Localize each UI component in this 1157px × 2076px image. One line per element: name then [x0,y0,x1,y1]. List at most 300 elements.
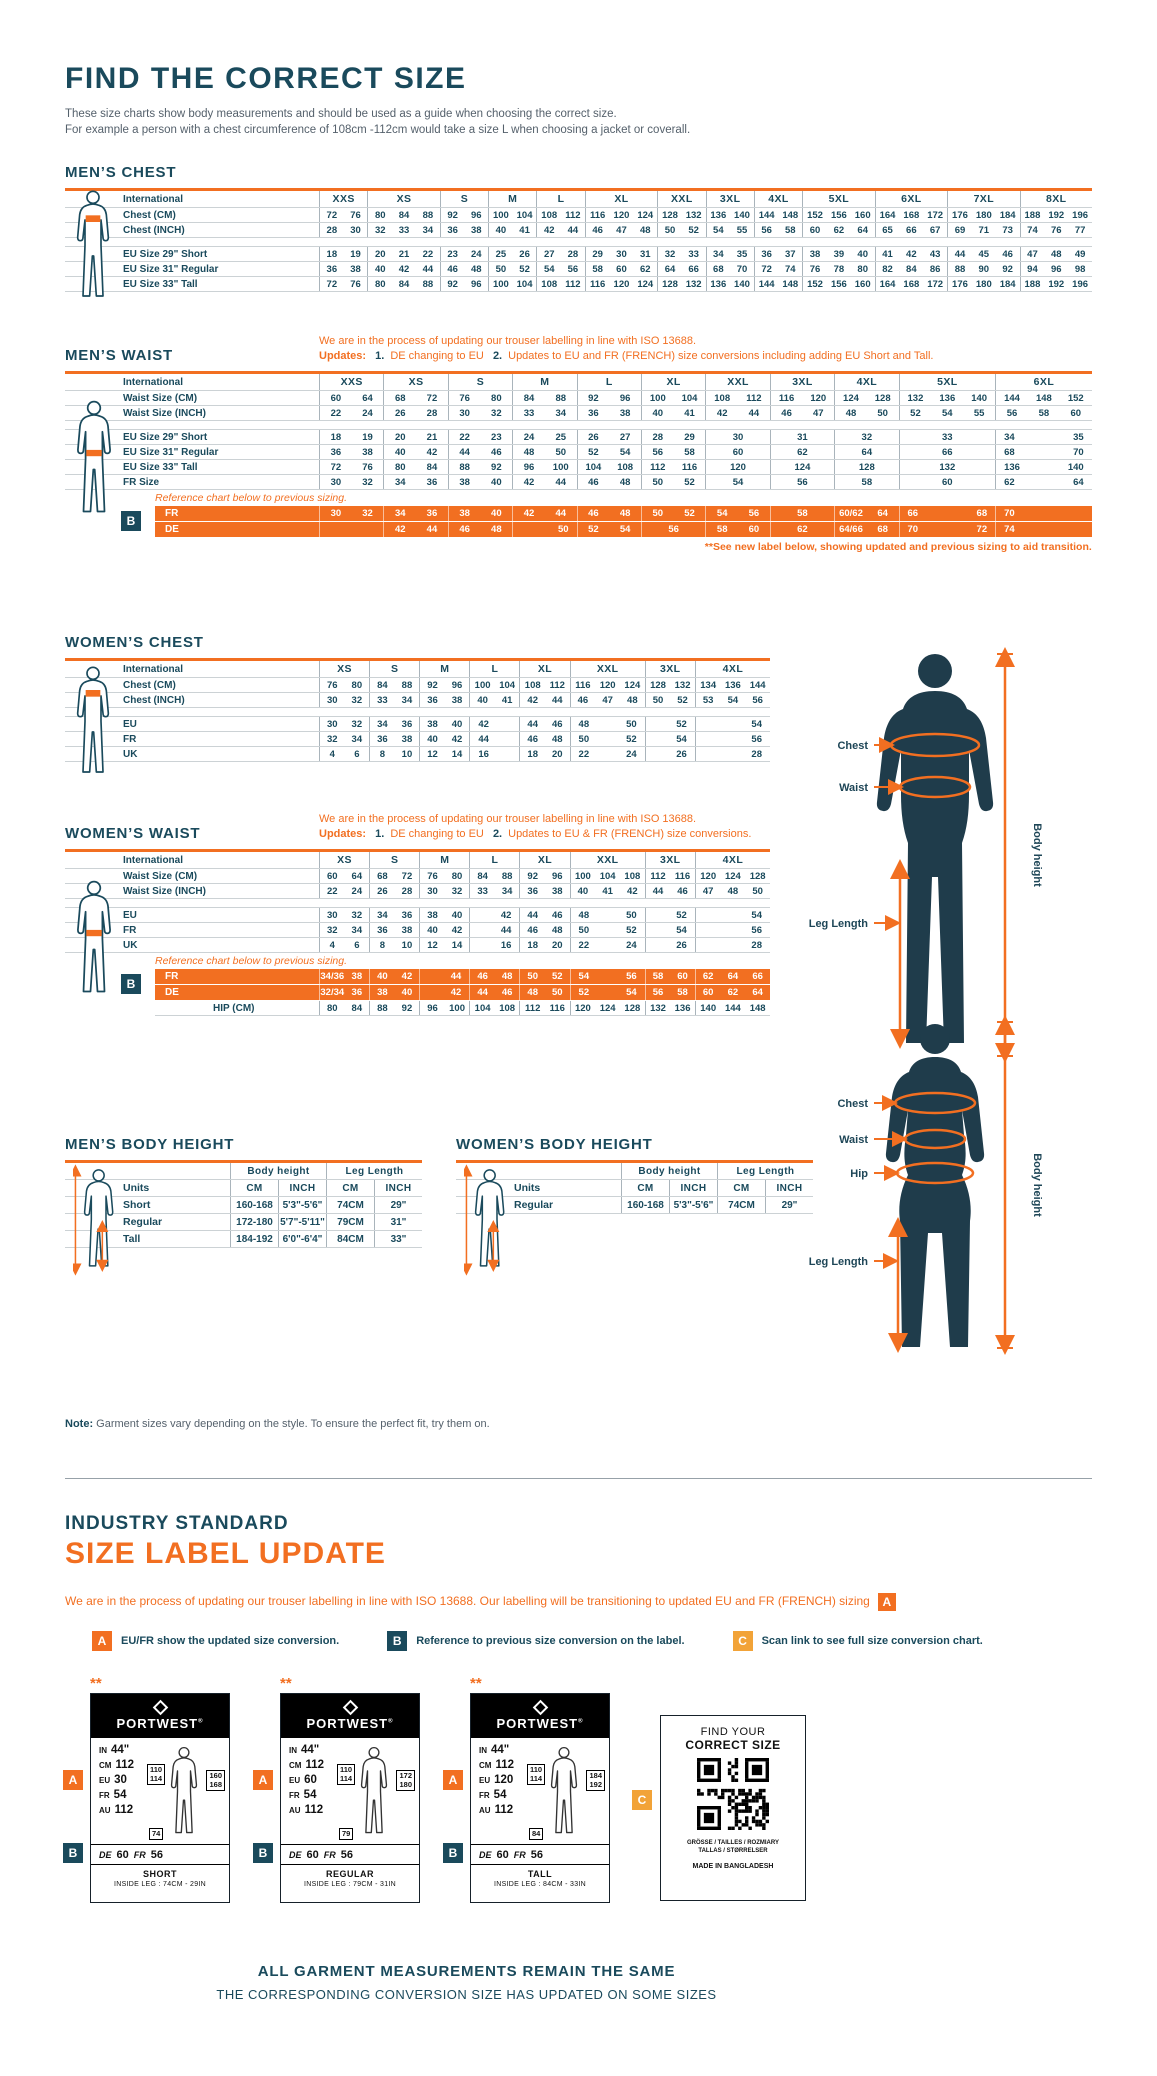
table-header-row [65,852,770,869]
size-cell: 88 90 92 [947,262,1019,276]
size-cell: 164 168 172 [875,208,947,222]
mens-waist-heading: MEN’S WAIST [65,347,173,364]
size-cell: 36 38 [369,732,419,746]
unit-value: 112 [494,1804,514,1816]
womens-waist-table [65,849,770,1016]
table-row [65,678,770,693]
size-cell: 5XL [802,191,874,207]
size-cell: 152 156 160 [802,208,874,222]
size-cell: 92 96 [519,869,569,883]
size-cell: 60 62 64 [802,223,874,237]
size-cell: 84 88 [469,869,519,883]
size-cell: 46 48 [519,923,569,937]
row-label: EU Size 31" Regular [123,446,219,458]
table-row [126,969,770,991]
size-cell: CM [326,1180,374,1196]
label-size-row [99,1789,151,1804]
c-badge: C [632,1790,652,1810]
size-cell: 66 [899,445,996,459]
womens-waist-update-note [319,812,757,842]
size-cell: 20 21 [383,430,447,444]
row-label: Short [123,1199,151,1211]
table-header-row [65,374,1092,391]
label-body [471,1738,609,1844]
size-cell: 4 6 [319,938,369,952]
size-cell: 32 34 [319,732,369,746]
size-cell: 100 104 [488,208,536,222]
row-label: FR [123,924,137,936]
size-cell: 8 10 [369,938,419,952]
mens-body-height-heading: MEN’S BODY HEIGHT [65,1136,235,1153]
brand-name: PORTWEST® [306,1715,394,1731]
size-cell: 116 120 [770,391,834,405]
unit-value: 54 [113,1789,127,1801]
size-cell: 54 56 [570,969,645,984]
label-footer [91,1864,229,1902]
size-cell: 68 70 [995,445,1092,459]
size-cell: 36 38 [577,406,641,420]
table-row [65,445,1092,460]
size-cell: 72 76 [319,460,383,474]
size-cell: 34 36 [383,506,447,521]
table-row [155,1001,770,1016]
unit-value: 112 [305,1759,325,1771]
size-cell: 72 76 [319,277,367,291]
size-cell: 128 132 [657,277,705,291]
size-cell: 38 40 [419,717,469,731]
size-cell: XS [383,374,447,390]
row-label: Tall [123,1233,141,1245]
size-cell: 68 70 [706,262,754,276]
table-row [65,406,1092,421]
size-cell: 64 [834,445,898,459]
size-cell: XL [519,852,569,868]
label-size-row [289,1789,341,1804]
size-cell: 28 29 [641,430,705,444]
size-label-update-title: SIZE LABEL UPDATE [65,1537,386,1570]
size-cell: 30 32 [319,475,383,489]
size-cell: 50 52 [488,262,536,276]
unit-value: 60 [304,1774,317,1786]
garment-label [470,1693,610,1903]
female-waist-figure-icon [73,848,115,1030]
measurement-box: 172 180 [396,1770,415,1791]
size-cell: 42 44 [512,506,576,521]
size-cell: 80 84 88 [367,277,439,291]
size-cell: 136 140 [995,460,1092,474]
garment-note [65,1418,1092,1430]
table-gap [65,708,770,717]
row-label: EU Size 33" Tall [123,461,198,473]
legend-text: Scan link to see full size conversion chart. [761,1635,983,1647]
size-cell: 50 52 [641,475,705,489]
unit-label: FR [479,1791,490,1800]
size-cell: L [469,852,519,868]
stars-marker: ** [470,1675,482,1692]
b-badge: B [253,1843,273,1863]
updates-line: Updates: 1. DE changing to EU 2. Updates to EU & FR (FRENCH) size conversions. [319,828,752,840]
size-cell: 64/66 68 [834,522,898,537]
section-divider [65,1478,1092,1479]
b-badge: B [387,1631,407,1651]
size-cell: L [469,661,519,677]
label-figure [341,1744,415,1844]
measurement-box: 110 114 [337,1764,355,1785]
measurement-box: 84 [529,1828,543,1841]
size-cell: Leg Length [717,1163,813,1179]
male-chest-label: Chest [837,740,868,752]
size-cell: 6XL [875,191,947,207]
measurement-box: 160 168 [206,1770,225,1791]
size-cell: 36 38 [440,223,488,237]
size-cell: 40 41 [469,693,519,707]
size-cell: 34 35 [995,430,1092,444]
size-cell: 32 34 [319,923,369,937]
size-cell: 54 [695,717,770,731]
unit-label: FR [289,1791,300,1800]
portwest-diamond-icon [152,1699,168,1715]
intro-line-2: For example a person with a chest circumference of 108cm -112cm would take a size L when choosing a jacket or coverall. [65,124,691,136]
size-cell: 44 [419,969,469,984]
size-cell: 6'0"-6'4" [278,1231,326,1247]
made-in-text: MADE IN BANGLADESH [692,1863,774,1870]
table-header-row [65,661,770,678]
size-cell: 128 132 [645,678,695,692]
previous-size-row: DE 60 FR 56 [91,1844,229,1864]
size-cell: 22 24 [570,938,645,952]
label-cards [68,1675,610,1903]
size-cell: 47 48 50 [695,884,770,898]
size-cell: 100 104 [641,391,705,405]
size-cell: 42 44 [512,475,576,489]
size-cell: 28 [695,938,770,952]
mens-chest-heading: MEN’S CHEST [65,164,177,181]
male-body-height-label: Body height [1031,823,1043,887]
size-cell: 46 48 [469,969,519,984]
qr-line-2: CORRECT SIZE [685,1738,781,1752]
size-cell: 42 44 [383,522,447,537]
garment-label-card [68,1675,230,1903]
size-cell: 74 [995,522,1092,537]
size-cell: 50 52 [570,923,645,937]
size-cell: 56 [770,475,834,489]
label-size-row [99,1759,151,1774]
size-cell: XXL [570,661,645,677]
table-row [155,522,1092,538]
womens-chest-table [65,658,770,762]
size-cell: 3XL [645,661,695,677]
size-cell: 188 192 196 [1020,208,1092,222]
size-cell: 32 33 34 [367,223,439,237]
size-cell: 60 64 [319,391,383,405]
measurement-box: 79 [339,1828,353,1841]
size-cell: INCH [669,1180,717,1196]
size-cell: 60/62 64 [834,506,898,521]
size-cell: 62 64 [995,475,1092,489]
size-cell: 38 40 [369,985,419,1000]
female-hip-label: Hip [850,1168,868,1180]
inside-leg-text: INSIDE LEG : 84CM - 33IN [493,1881,586,1888]
size-cell: 44 46 [448,445,512,459]
size-cell: 42 44 [519,693,569,707]
table-row [65,430,1092,445]
bottom-statement-2: THE CORRESPONDING CONVERSION SIZE HAS UPDATED ON SOME SIZES [216,1987,717,2002]
row-label: Regular [123,1216,163,1228]
size-cell: 58 60 [705,522,769,537]
size-cell: 40 42 44 [367,262,439,276]
size-cell: M [419,852,469,868]
qr-line-1: FIND YOUR [700,1726,766,1738]
row-label: Waist Size (INCH) [123,885,206,897]
unit-label: CM [99,1761,112,1770]
table-row [65,1214,422,1231]
size-cell [319,522,383,537]
size-cell: 100 104 108 [570,869,645,883]
size-cell: XL [641,374,705,390]
row-label: EU [123,718,137,730]
size-cell: 40 41 [641,406,705,420]
size-cell: 56 [641,522,705,537]
unit-label: FR [99,1791,110,1800]
size-cell: 92 96 [440,208,488,222]
table-row [65,247,1092,262]
male-leg-length-label: Leg Length [808,918,868,930]
size-cell: 116 120 124 [585,208,657,222]
size-cell: XXL [570,852,645,868]
stars-marker: ** [280,1675,292,1692]
row-label: FR [165,971,179,982]
size-cell: 38 40 [448,475,512,489]
size-cell: 33 34 [369,693,419,707]
size-cell: INCH [374,1180,422,1196]
table-row [65,747,770,762]
size-cell: 46 47 48 [585,223,657,237]
size-cell: 128 [834,460,898,474]
reference-note: Reference chart below to previous sizing. [155,492,348,504]
reference-note: Reference chart below to previous sizing. [155,955,348,967]
female-measurement-figure [750,1015,1070,1355]
size-cell: 24 25 [512,430,576,444]
female-body-height-label: Body height [1031,1153,1043,1217]
size-cell: 188 192 196 [1020,277,1092,291]
size-cell: 46 48 [577,506,641,521]
size-cell: 176 180 184 [947,277,1019,291]
size-cell: 40 42 [369,969,419,984]
label-body [91,1738,229,1844]
size-cell: 108 112 [705,391,769,405]
size-cell: 33" [374,1231,422,1247]
row-label: Waist Size (INCH) [123,407,206,419]
label-footer [281,1864,419,1902]
size-cell: XXL [705,374,769,390]
womens-body-height-heading: WOMEN’S BODY HEIGHT [456,1136,653,1153]
unit-label: EU [289,1776,301,1785]
size-cell: XS [319,661,369,677]
table-row [65,938,770,953]
size-cell: 54 55 [706,223,754,237]
size-cell: 18 20 [519,938,569,952]
size-cell: 42 44 [536,223,584,237]
table-row [65,869,770,884]
size-cell: 34 35 [706,247,754,261]
size-cell: CM [230,1180,278,1196]
unit-label: CM [289,1761,302,1770]
size-cell: 54 [645,732,695,746]
previous-size-row: DE 60 FR 56 [471,1844,609,1864]
size-cell: 40 41 [488,223,536,237]
intro-text [65,106,1092,138]
portwest-logo-header [281,1694,419,1738]
note-label: Note: [65,1418,94,1430]
row-label: HIP (CM) [213,1002,255,1014]
row-label: Chest (CM) [123,209,176,221]
size-cell: 74CM [326,1197,374,1213]
size-cell: 4 6 [319,747,369,761]
size-cell: 6XL [995,374,1092,390]
label-size-row [479,1789,531,1804]
size-cell: 60 62 64 [695,985,770,1000]
size-cell: 116 120 124 [585,277,657,291]
legend-item-b [387,1631,684,1651]
portwest-diamond-icon [532,1699,548,1715]
row-label: Waist Size (CM) [123,392,198,404]
unit-label: IN [289,1746,297,1755]
size-cell: 40 42 [419,923,469,937]
portwest-logo-header [91,1694,229,1738]
table-row [65,391,1092,406]
table-row [65,460,1092,475]
size-cell: 52 54 [577,445,641,459]
size-cell: 34 36 [369,908,419,922]
garment-label-card [258,1675,420,1903]
mens-body-height-section [65,1136,422,1248]
stars-marker: ** [90,1675,102,1692]
size-cell: 38 40 [419,908,469,922]
size-cell: 136 140 [706,208,754,222]
size-cell: 44 [469,923,519,937]
size-cell: 5'7"-5'11" [278,1214,326,1230]
mens-chest-section [65,164,1092,292]
size-cell: 88 92 [369,1001,419,1015]
size-cell: 62 [770,522,834,537]
b-badge: B [443,1843,463,1863]
unit-value: 112 [495,1759,515,1771]
size-cell: 136 140 [706,277,754,291]
row-label: International [123,854,184,866]
size-cell: 44 46 [519,908,569,922]
size-cell: 48 50 [512,445,576,459]
b-badge: B [121,974,141,994]
garment-label [280,1693,420,1903]
mens-waist-update-note [319,334,939,364]
size-cell: 50 52 [645,693,695,707]
size-cell: 30 32 [319,506,383,521]
unit-label: AU [479,1806,491,1815]
size-cell: 48 50 [834,406,898,420]
table-row [65,923,770,938]
brand-name: PORTWEST® [116,1715,204,1731]
size-cell: 7XL [947,191,1019,207]
label-size-row [99,1804,151,1819]
size-cell: 46 48 [448,522,512,537]
garment-label-card [448,1675,610,1903]
male-height-figure-icon [73,1159,117,1281]
unit-label: AU [289,1806,301,1815]
size-cell: CM [717,1180,765,1196]
size-cell: 134 136 144 [695,678,770,692]
size-cell: 108 112 [519,678,569,692]
label-figure [151,1744,225,1844]
label-cards-row [68,1675,1092,1903]
qr-card-wrap [637,1715,806,1901]
size-cell: 60 [899,475,996,489]
row-label: EU Size 29" Short [123,431,208,443]
size-cell: 34 36 [383,475,447,489]
unit-value: 112 [304,1804,324,1816]
size-cell: 34/36 38 [319,969,369,984]
size-cell: 54 [645,923,695,937]
unit-label: CM [479,1761,492,1770]
size-cell: 92 96 [419,678,469,692]
size-cell: 160-168 [621,1197,669,1213]
c-badge: C [733,1631,753,1651]
size-cell: 33 [899,430,996,444]
size-cell: 54 [695,908,770,922]
size-cell: 56 58 [641,445,705,459]
size-cell: XS [319,852,369,868]
size-cell: 56 58 [645,985,695,1000]
size-cell: CM [621,1180,669,1196]
size-cell: 18 19 [319,247,367,261]
size-cell: 30 [705,430,769,444]
size-cell: 56 [695,923,770,937]
qr-languages: GRÖSSE / TAILLES / ROZMIARY TALLAS / STØRRELSER [686,1840,779,1854]
size-cell: 22 23 [448,430,512,444]
size-cell: 58 [770,506,834,521]
size-cell: 52 [645,717,695,731]
size-cell: 50 52 [519,969,569,984]
table-row [65,277,1092,292]
male-waist-label: Waist [839,782,868,794]
size-cell: 31" [374,1214,422,1230]
size-cell: 52 54 [577,522,641,537]
size-cell: 38 40 [448,506,512,521]
size-cell: 82 84 86 [875,262,947,276]
label-size-row [99,1774,151,1789]
size-cell: 84 88 [369,678,419,692]
mens-chest-table [65,188,1092,292]
size-cell: 56 58 [754,223,802,237]
size-cell: 184-192 [230,1231,278,1247]
size-cell: 112 116 [645,869,695,883]
label-size-row [99,1744,151,1759]
unit-label: AU [99,1806,111,1815]
row-label: International [123,376,184,388]
table-row [65,475,1092,490]
row-label: Units [514,1182,541,1194]
size-cell: 94 96 98 [1020,262,1092,276]
updates-line: Updates: 1. DE changing to EU 2. Updates to EU and FR (FRENCH) size conversions including adding EU Short and Tall. [319,350,934,362]
label-size-row [479,1759,531,1774]
size-cell: 54 56 [705,506,769,521]
row-label: EU Size 31" Regular [123,263,219,275]
size-cell: 32 33 [657,247,705,261]
size-cell: 22 24 [319,406,383,420]
size-cell: 80 84 88 [367,208,439,222]
row-label: FR Size [123,476,160,488]
size-cell: 124 [770,460,834,474]
row-label: EU Size 29" Short [123,248,208,260]
